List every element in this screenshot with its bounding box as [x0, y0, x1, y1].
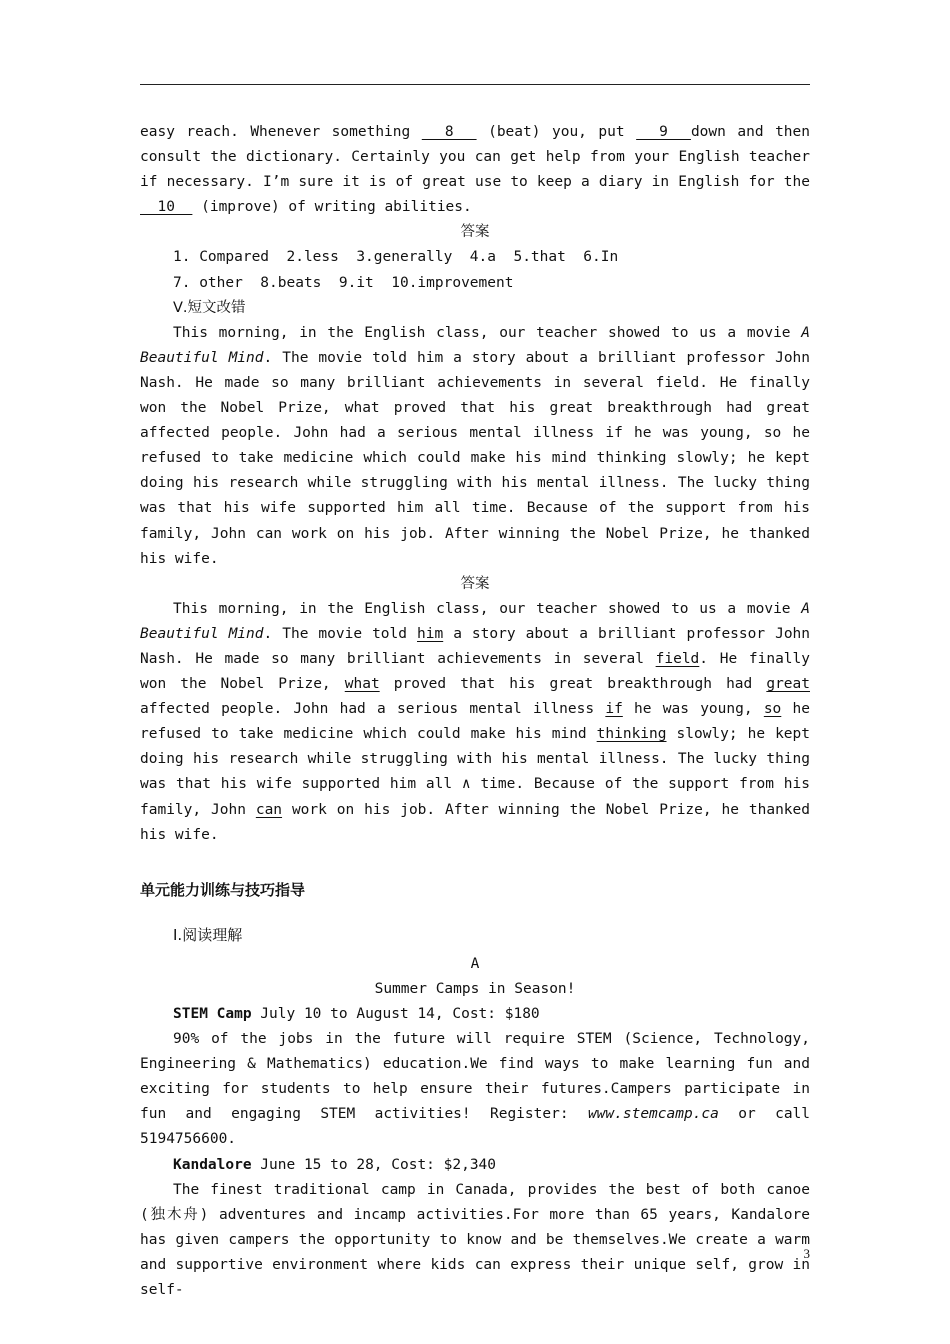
unit-heading: 单元能力训练与技巧指导	[140, 880, 306, 899]
passage-text: . The movie told him a story about a brilliant professor John Nash. He made so many brilliant achievements in several field. He finally won the Nobel Prize, what proved that his great breakthrough had great affected people. John had a serious mental illness if he was young, so he refused to take medicine which could make his mind thinking slowly; he kept doing his research while struggling with his mental illness. The lucky thing was that his wife supported him all time. Because of the support from his family, John can work on his job. After winning the Nobel Prize, he thanked his wife.	[140, 349, 811, 567]
passage-text: a story about a brilliant professor John Nash. He made so many brilliant achievements in several	[140, 625, 811, 667]
header-rule	[140, 84, 810, 85]
passage-text: slowly; he kept doing his research while struggling with his mental illness. The lucky thing was that his wife supported him all ∧ time. Because of the support from his family, John	[140, 726, 810, 818]
cloze-answers-line-2: 7. other 8.beats 9.it 10.improvement	[173, 274, 514, 291]
blank-8: 8	[421, 124, 477, 140]
page-number: 3	[803, 1246, 810, 1261]
blank-10: 10	[140, 199, 193, 216]
passage-text: . He finally won the Nobel Prize,	[140, 650, 810, 693]
stem-camp-body	[140, 1027, 810, 1152]
passage-text: affected people. John had a serious mental illness	[140, 701, 606, 718]
stem-camp-header	[140, 1002, 810, 1027]
camp-info: July 10 to August 14, Cost: $180	[251, 1006, 540, 1022]
cloze-answers-line-1: 1. Compared 2.less 3.generally 4.a 5.that 6.In	[173, 249, 619, 266]
marked-error: him	[417, 625, 444, 642]
marked-error: field	[655, 650, 700, 667]
kandalore-header	[140, 1153, 810, 1178]
passage-text: This morning, in the English class, our teacher showed to us a movie	[173, 600, 802, 617]
passage-text: . The movie told	[263, 625, 417, 642]
section-1-title: Ⅰ.阅读理解	[173, 925, 243, 944]
blank-9: 9	[636, 124, 691, 140]
cloze-text: (improve) of writing abilities.	[192, 199, 472, 216]
marked-error: can	[255, 801, 283, 818]
passage-text: work on his job. After winning the Nobel Prize, he thanked his wife.	[140, 801, 810, 843]
page-content	[140, 120, 810, 1303]
marked-error: what	[344, 676, 380, 693]
cloze-text: (beat) you, put	[476, 124, 637, 140]
marked-error: so	[763, 701, 782, 718]
passage-text: he refused to take medicine which could make his mind	[140, 701, 811, 743]
correction-answer-passage	[140, 597, 810, 848]
passage-text: This morning, in the English class, our teacher showed to us a movie	[173, 324, 802, 341]
kandalore-body: The finest traditional camp in Canada, provides the best of both canoe (独木舟) adventures and incamp activities.For more than 65 years, Kandalore has given campers the opportunity to know and be themselves.We create a warm and supportive environment where kids can express their unique self, grow in self-	[140, 1181, 810, 1299]
passage-text: proved that his great breakthrough had	[379, 676, 767, 693]
camp-name: STEM Camp	[173, 1006, 252, 1022]
marked-error: great	[766, 676, 810, 693]
error-correction-passage	[140, 321, 810, 572]
camp-url: www.stemcamp.ca	[587, 1106, 719, 1123]
camp-name: Kandalore	[173, 1156, 252, 1173]
passage-label: A	[470, 955, 480, 972]
cloze-passage-tail	[140, 120, 810, 220]
cloze-text: down and then consult the dictionary. Certainly you can get help from your English teacher if necessary. I’m sure it is of great use to keep a diary in English for the	[140, 124, 810, 191]
marked-error: if	[605, 701, 623, 718]
answer-label: 答案	[460, 575, 490, 592]
reading-title: Summer Camps in Season!	[374, 980, 576, 997]
section-5-title: Ⅴ.短文改错	[173, 299, 246, 316]
movie-title: A Beautiful Mind	[140, 600, 810, 642]
camp-text: or call 5194756600.	[140, 1106, 811, 1148]
camp-text: 90% of the jobs in the future will require STEM (Science, Technology, Engineering & Mathematics) education.We find ways to make learning fun and exciting for students to help ensure their futures.Campers participate in fun and engaging STEM activities! Register:	[140, 1031, 810, 1123]
camp-info: June 15 to 28, Cost: $2,340	[251, 1156, 497, 1173]
movie-title: A Beautiful Mind	[140, 324, 810, 366]
answer-label: 答案	[460, 224, 490, 241]
marked-error: thinking	[596, 726, 667, 743]
spacer	[140, 848, 810, 858]
cloze-text: easy reach. Whenever something	[140, 124, 422, 140]
passage-text: he was young,	[622, 701, 764, 718]
